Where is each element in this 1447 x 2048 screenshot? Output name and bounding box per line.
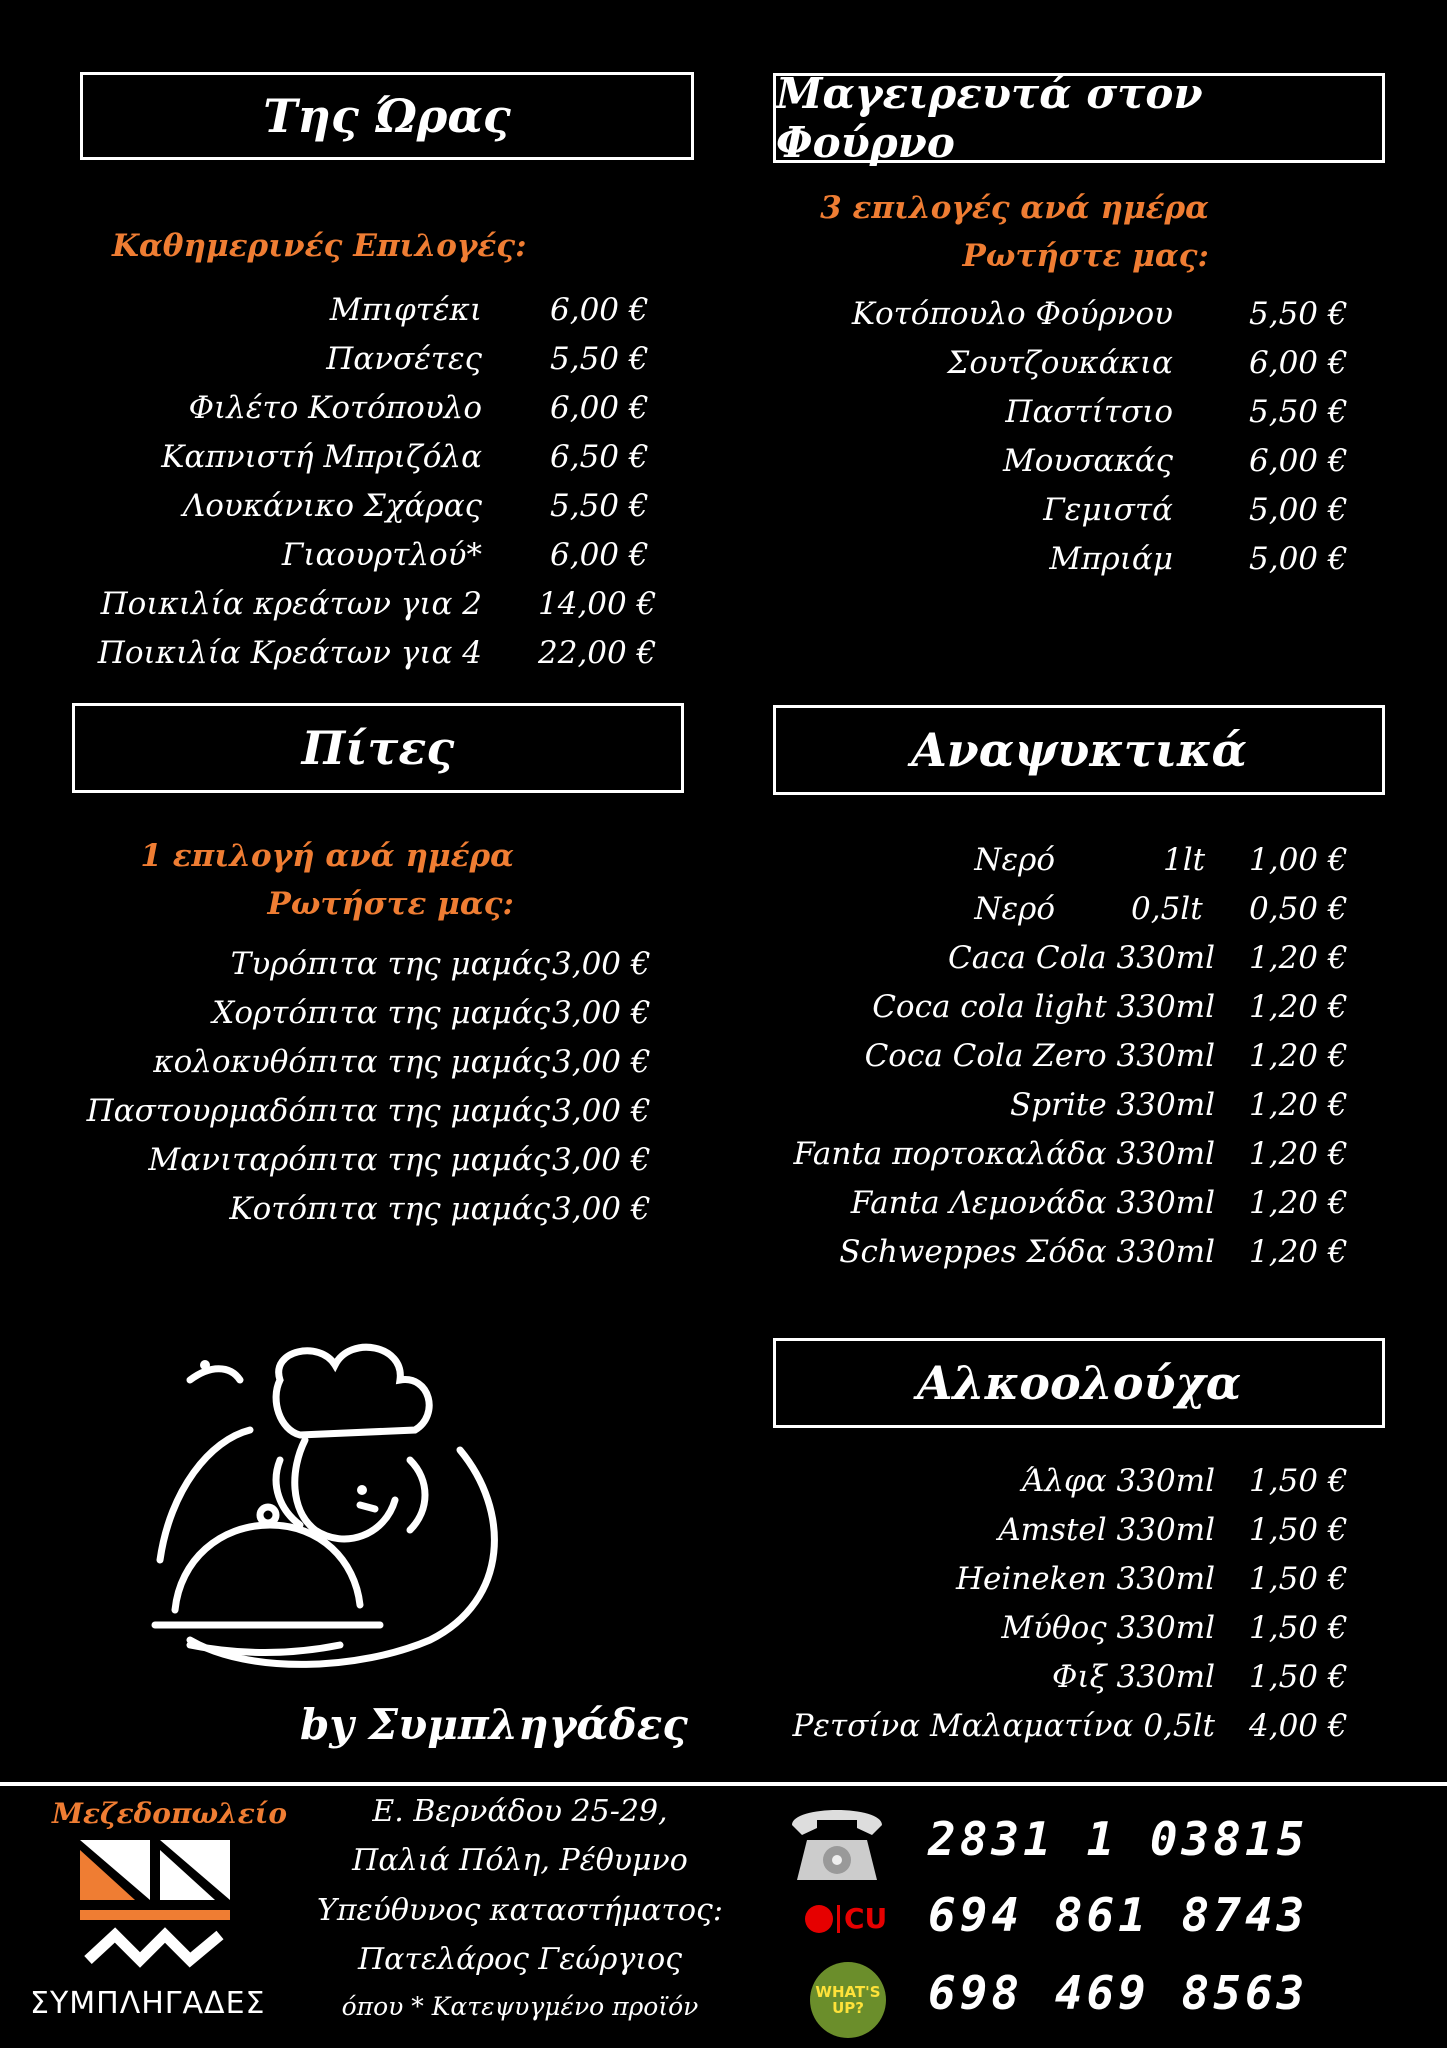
logo-icon — [80, 1840, 230, 1970]
pites-menu — [40, 946, 680, 1240]
landline-number[interactable]: 2831 1 03815 — [928, 1812, 1309, 1866]
menu-item: Μανιταρόπιτα της μαμάς 3,00 € — [148, 1142, 651, 1178]
menu-item: Χορτόπιτα της μαμάς 3,00 € — [212, 995, 651, 1031]
menu-item: Caca Cola 330ml 1,20 € — [947, 940, 1348, 976]
menu-item: Ποικιλία Κρεάτων για 4 22,00 € — [97, 635, 657, 671]
menu-item: Άλφα 330ml 1,50 € — [1021, 1463, 1348, 1499]
pites-ask-label: Ρωτήστε μας: — [267, 886, 514, 922]
menu-item: Πανσέτες 5,50 € — [326, 341, 649, 377]
menu-item: Fanta πορτοκαλάδα 330ml 1,20 € — [793, 1136, 1348, 1172]
alkooloucha-menu — [773, 1463, 1385, 1757]
menu-item: Γεμιστά 5,00 € — [1043, 492, 1348, 528]
menu-item: κολοκυθόπιτα της μαμάς 3,00 € — [153, 1044, 651, 1080]
menu-item: Amstel 330ml 1,50 € — [998, 1512, 1348, 1548]
menu-item: Schweppes Σόδα 330ml 1,20 € — [839, 1234, 1348, 1270]
menu-item: Sprite 330ml 1,20 € — [1010, 1087, 1348, 1123]
address-line-2: Παλιά Πόλη, Ρέθυμνο — [352, 1843, 688, 1878]
telephone-icon — [782, 1800, 892, 1890]
tis-oras-menu — [80, 292, 680, 684]
menu-item: Fanta Λεμονάδα 330ml 1,20 € — [850, 1185, 1348, 1221]
menu-item: Heineken 330ml 1,50 € — [955, 1561, 1348, 1597]
menu-item: Φιλέτο Κοτόπουλο 6,00 € — [188, 390, 649, 426]
frozen-note: όπου * Κατεψυγμένο προϊόν — [341, 1992, 699, 2021]
magireuta-menu — [773, 296, 1385, 590]
magireuta-choices-label: 3 επιλογές ανά ημέρα — [820, 190, 1209, 226]
logo-top-text: Μεζεδοπωλείο — [52, 1797, 288, 1830]
logo-bottom-text: ΣΥΜΠΛΗΓΑΔΕΣ — [30, 1986, 266, 2021]
daily-choices-label: Καθημερινές Επιλογές: — [112, 228, 527, 264]
menu-item: Νερό 1lt 1,00 € — [974, 842, 1348, 878]
section-title-magireuta: Μαγειρευτά στον Φούρνο — [773, 73, 1385, 163]
vodafone-cu-icon: CU — [805, 1902, 887, 1935]
menu-item: Μουσακάς 6,00 € — [1003, 443, 1348, 479]
address-line-1: Ε. Βερνάδου 25-29, — [372, 1794, 668, 1829]
section-title-alkooloucha: Αλκοολούχα — [773, 1338, 1385, 1428]
menu-item: Γιαουρτλού* 6,00 € — [281, 537, 649, 573]
menu-item: Τυρόπιτα της μαμάς 3,00 € — [230, 946, 651, 982]
menu-item: Ρετσίνα Μαλαματίνα 0,5lt 4,00 € — [792, 1708, 1348, 1744]
section-title-tis-oras: Της Ώρας — [80, 72, 694, 160]
anapsyktika-menu — [773, 842, 1385, 1283]
menu-item: Μύθος 330ml 1,50 € — [1001, 1610, 1348, 1646]
menu-item: Κοτόπιτα της μαμάς 3,00 € — [229, 1191, 651, 1227]
mobile-number-1[interactable]: 694 861 8743 — [928, 1888, 1309, 1942]
menu-item: Ποικιλία κρεάτων για 2 14,00 € — [100, 586, 657, 622]
pites-choices-label: 1 επιλογή ανά ημέρα — [140, 838, 514, 874]
menu-item: Φιξ 330ml 1,50 € — [1052, 1659, 1348, 1695]
menu-item: Παστίτσιο 5,50 € — [1005, 394, 1348, 430]
menu-item: Μπιφτέκι 6,00 € — [329, 292, 649, 328]
manager-label: Υπεύθυνος καταστήματος: — [317, 1893, 723, 1928]
footer-divider — [0, 1782, 1447, 1786]
magireuta-ask-label: Ρωτήστε μας: — [962, 238, 1209, 274]
section-title-pites: Πίτες — [72, 703, 684, 793]
menu-item: Λουκάνικο Σχάρας 5,50 € — [182, 488, 649, 524]
chef-illustration — [130, 1340, 530, 1690]
menu-item: Coca Cola Zero 330ml 1,20 € — [864, 1038, 1348, 1074]
menu-item: Παστουρμαδόπιτα της μαμάς 3,00 € — [86, 1093, 651, 1129]
menu-item: Coca cola light 330ml 1,20 € — [872, 989, 1348, 1025]
mobile-number-2[interactable]: 698 469 8563 — [928, 1966, 1309, 2020]
section-title-anapsyktika: Αναψυκτικά — [773, 705, 1385, 795]
menu-item: Μπριάμ 5,00 € — [1049, 541, 1348, 577]
menu-item: Καπνιστή Μπριζόλα 6,50 € — [161, 439, 649, 475]
whatsup-icon: WHAT'S UP? — [810, 1962, 886, 2038]
by-line: by Συμπληγάδες — [300, 1700, 688, 1749]
menu-item: Κοτόπουλο Φούρνου 5,50 € — [851, 296, 1348, 332]
menu-item: Νερό 0,5lt 0,50 € — [974, 891, 1348, 927]
manager-name: Πατελάρος Γεώργιος — [358, 1942, 682, 1977]
menu-item: Σουτζουκάκια 6,00 € — [947, 345, 1348, 381]
